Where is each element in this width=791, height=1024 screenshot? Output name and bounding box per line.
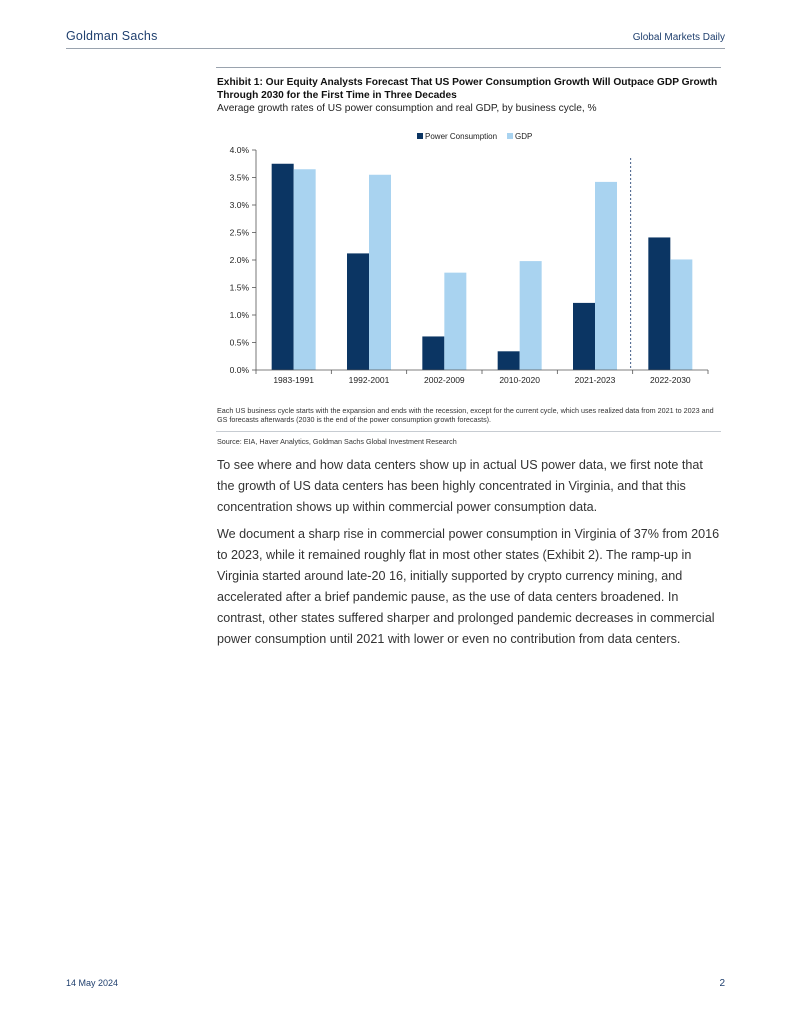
- exhibit-top-rule: [216, 67, 721, 68]
- bar-power-consumption-2010-2020: [498, 351, 520, 370]
- source-divider: [216, 431, 721, 432]
- y-tick-label: 3.0%: [229, 200, 249, 210]
- bar-gdp-2021-2023: [595, 182, 617, 370]
- x-tick-label: 2022-2030: [650, 375, 691, 385]
- bar-gdp-2022-2030: [670, 259, 692, 370]
- header-divider: [66, 48, 725, 49]
- bar-power-consumption-2021-2023: [573, 303, 595, 370]
- y-tick-label: 0.0%: [229, 365, 249, 375]
- x-tick-label: 1983-1991: [273, 375, 314, 385]
- footer-date: 14 May 2024: [66, 978, 119, 988]
- bar-chart: [216, 124, 726, 400]
- y-tick-label: 1.0%: [229, 310, 249, 320]
- body-paragraph-2: We document a sharp rise in commercial power consumption in Virginia of 37% from 2016 to 2023, while it remained roughly flat in most other states (Exhibit 2). The ramp-up in Virginia started around late-20 16, initially supported by crypto currency mining, and accelerated after a brief pandemic pause, as the use of data centers broadened. In contrast, other states suffered sharper and prolonged pandemic decreases in commercial power consumption until 2021 with lower or even no contribution from data centers.: [217, 527, 720, 646]
- exhibit-source: Source: EIA, Haver Analytics, Goldman Sachs Global Investment Research: [217, 437, 457, 446]
- y-tick-label: 0.5%: [229, 337, 249, 348]
- bar-power-consumption-2002-2009: [422, 336, 444, 370]
- exhibit-title: Exhibit 1: Our Equity Analysts Forecast That US Power Consumption Growth Will Outpace GDP Growth Through 2030 for the First Time in Three Decades: [217, 77, 718, 101]
- x-tick-label: 2021-2023: [574, 375, 616, 385]
- bar-power-consumption-1983-1991: [272, 164, 294, 370]
- chart-bars: [272, 158, 693, 370]
- x-tick-label: 2002-2009: [424, 375, 465, 385]
- chart-legend: [417, 132, 532, 141]
- x-tick-label: 2010-2020: [499, 375, 540, 385]
- x-axis: [256, 370, 708, 385]
- exhibit-subtitle: Average growth rates of US power consumption and real GDP, by business cycle, %: [217, 103, 597, 114]
- y-axis: [230, 145, 256, 375]
- exhibit-note: Each US business cycle starts with the expansion and ends with the recession, except for the current cycle, which uses realized data from 2021 to 2023 and GS forecasts afterwards (2030 is the end of the power consumption growth forecasts).: [217, 406, 714, 424]
- legend-swatch-power-consumption: [417, 133, 423, 139]
- bar-gdp-2002-2009: [444, 273, 466, 370]
- x-tick-label: 1992-2001: [348, 375, 390, 385]
- page-number: 2: [719, 978, 725, 989]
- legend-label-gdp: GDP: [515, 132, 533, 141]
- publication-name: Global Markets Daily: [632, 32, 725, 43]
- y-tick-label: 2.0%: [229, 255, 249, 265]
- y-tick-label: 1.5%: [229, 282, 249, 293]
- bar-gdp-1983-1991: [294, 169, 316, 370]
- bar-gdp-1992-2001: [369, 175, 391, 370]
- y-tick-label: 2.5%: [229, 227, 249, 238]
- y-tick-label: 3.5%: [229, 172, 249, 183]
- body-paragraph-1: To see where and how data centers show up in actual US power data, we first note that the growth of US data centers has been highly concentrated in Virginia, and that this concentration shows up within commercial power consumption data.: [217, 458, 703, 514]
- y-tick-label: 4.0%: [229, 145, 249, 155]
- legend-label-power-consumption: Power Consumption: [425, 132, 498, 141]
- bar-gdp-2010-2020: [520, 261, 542, 370]
- bar-power-consumption-2022-2030: [648, 237, 670, 370]
- legend-swatch-gdp: [507, 133, 513, 139]
- brand-logo: Goldman Sachs: [66, 29, 158, 43]
- bar-power-consumption-1992-2001: [347, 253, 369, 370]
